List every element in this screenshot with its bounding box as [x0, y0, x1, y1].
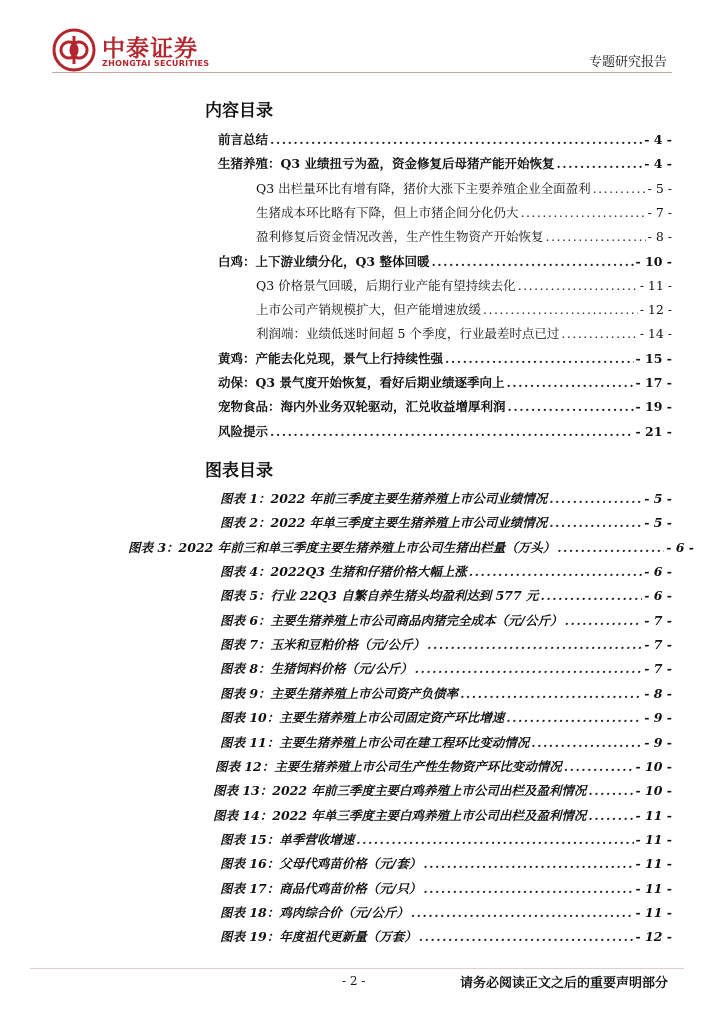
entry-page-number: - 7 -	[644, 637, 672, 653]
entry-page-number: - 11 -	[635, 880, 672, 896]
figures-title: 图表目录	[205, 461, 273, 481]
figure-entry[interactable]	[220, 927, 672, 947]
entry-page-number: - 6 -	[644, 564, 672, 580]
dot-leader	[423, 879, 633, 899]
entry-title: 上市公司产销规模扩大，但产能增速放缓	[256, 302, 482, 318]
dot-leader	[419, 927, 634, 947]
entry-title: 图表 7：玉米和豆粕价格（元/公斤）	[220, 637, 426, 653]
entry-title: 图表 11：主要生猪养殖上市公司在建工程环比变动情况	[220, 734, 530, 750]
entry-title: 图表 14：2022 年单三季度主要白鸡养殖上市公司出栏及盈利情况	[213, 807, 587, 823]
entry-page-number: - 11 -	[639, 277, 672, 293]
entry-page-number: - 10 -	[635, 758, 672, 774]
entry-page-number: - 10 -	[635, 783, 672, 799]
entry-page-number: - 11 -	[635, 807, 672, 823]
entry-page-number: - 11 -	[635, 904, 672, 920]
dot-leader	[546, 227, 646, 247]
dot-leader	[549, 489, 642, 509]
logo-chinese-name: 中泰证券	[102, 36, 198, 62]
page-number: - 2 -	[342, 974, 366, 988]
dot-leader	[431, 252, 633, 272]
entry-title: 图表 4：2022Q3 生猪和仔猪价格大幅上涨	[220, 564, 467, 580]
entry-page-number: - 10 -	[635, 253, 672, 269]
dot-leader	[531, 733, 642, 753]
entry-title: 图表 18：鸡肉综合价（元/公斤）	[220, 904, 409, 920]
figure-entry[interactable]	[220, 562, 672, 582]
entry-title: 图表 15：单季营收增速	[220, 831, 355, 847]
entry-page-number: - 9 -	[644, 710, 672, 726]
contents-title: 内容目录	[205, 101, 273, 121]
figure-entry[interactable]	[220, 659, 672, 679]
dot-leader	[469, 562, 642, 582]
dot-leader	[415, 659, 643, 679]
figure-entry[interactable]	[220, 879, 672, 899]
entry-page-number: - 6 -	[644, 588, 672, 604]
entry-title: 图表 16：父母代鸡苗价格（元/套）	[220, 856, 422, 872]
entry-title: 图表 17：商品代鸡苗价格（元/只）	[220, 880, 422, 896]
dot-leader	[521, 203, 646, 223]
entry-title: 利润端：业绩低迷时间超 5 个季度，行业最差时点已过	[256, 326, 560, 342]
figure-entry[interactable]	[220, 635, 672, 655]
entry-title: 黄鸡：产能去化兑现，景气上行持续性强	[218, 350, 444, 366]
dot-leader	[423, 854, 633, 874]
entry-page-number: - 17 -	[635, 375, 672, 390]
entry-page-number: - 5 -	[644, 515, 672, 531]
entry-title: 动保：Q3 景气度开始恢复，看好后期业绩逐季向上	[218, 375, 505, 390]
entry-title: 前言总结	[218, 132, 269, 147]
entry-page-number: - 4 -	[644, 132, 672, 147]
entry-title: 盈利修复后资金情况改善，生产性生物资产开始恢复	[256, 229, 544, 245]
disclaimer: 请务必阅读正文之后的重要声明部分	[459, 976, 668, 991]
figure-entry[interactable]	[213, 781, 672, 801]
entry-page-number: - 21 -	[635, 423, 672, 439]
logo-english-name: ZHONGTAI SECURITIES	[102, 59, 210, 68]
figure-entry[interactable]	[220, 611, 672, 631]
dot-leader	[356, 830, 633, 850]
toc-entry[interactable]	[256, 227, 672, 247]
entry-title: 图表 5：行业 22Q3 自繁自养生猪头均盈利达到 577 元	[220, 588, 539, 604]
entry-title: 图表 2：2022 年单三季度主要生猪养殖上市公司业绩情况	[220, 515, 548, 531]
entry-page-number: - 12 -	[639, 302, 672, 318]
dot-leader	[506, 708, 642, 728]
toc-entry[interactable]	[256, 179, 672, 199]
dot-leader	[483, 300, 638, 320]
entry-page-number: - 8 -	[647, 229, 672, 245]
figure-entry[interactable]	[213, 806, 672, 826]
entry-page-number: - 14 -	[639, 326, 672, 342]
entry-page-number: - 12 -	[635, 929, 672, 945]
entry-title: 图表 6：主要生猪养殖上市公司商品肉猪完全成本（元/公斤）	[220, 612, 563, 628]
entry-page-number: - 5 -	[647, 180, 672, 196]
toc-entry[interactable]	[256, 276, 672, 296]
entry-title: Q3 价格景气回暖，后期行业产能有望持续去化	[256, 277, 516, 293]
dot-leader	[270, 422, 634, 442]
entry-title: 图表 12：主要生猪养殖上市公司生产性生物资产环比变动情况	[215, 758, 562, 774]
figure-entry[interactable]	[220, 854, 672, 874]
dot-leader	[411, 903, 634, 923]
dot-leader	[445, 349, 634, 369]
entry-title: 白鸡：上下游业绩分化，Q3 整体回暖	[218, 253, 430, 269]
figure-entry[interactable]	[220, 903, 672, 923]
entry-title: 生猪成本环比略有下降，但上市猪企间分化仍大	[256, 204, 519, 220]
figure-entry[interactable]	[220, 708, 672, 728]
entry-page-number: - 4 -	[644, 156, 672, 172]
toc-entry[interactable]	[218, 422, 672, 442]
entry-page-number: - 7 -	[647, 204, 672, 220]
figure-entry[interactable]	[220, 733, 672, 753]
entry-page-number: - 19 -	[635, 399, 672, 415]
figure-entry[interactable]	[220, 513, 672, 533]
entry-title: 图表 8：生猪饲料价格（元/公斤）	[220, 661, 413, 677]
document-type: 专题研究报告	[588, 55, 667, 70]
dot-leader	[541, 586, 643, 606]
toc-entry[interactable]	[218, 349, 672, 369]
entry-title: 图表 3：2022 年前三和单三季度主要生猪养殖上市公司生猪出栏量（万头）	[128, 539, 556, 555]
dot-leader	[561, 324, 637, 344]
toc-entry[interactable]	[218, 397, 672, 417]
dot-leader	[508, 397, 634, 417]
company-logo	[52, 28, 227, 74]
figure-entry[interactable]	[220, 489, 672, 509]
entry-page-number: - 7 -	[644, 661, 672, 677]
figure-entry[interactable]	[220, 684, 672, 704]
dot-leader	[565, 611, 643, 631]
entry-page-number: - 15 -	[635, 350, 672, 366]
figure-entry[interactable]	[215, 757, 672, 777]
figure-entry[interactable]	[128, 538, 694, 558]
dot-leader	[588, 781, 633, 801]
entry-page-number: - 7 -	[644, 612, 672, 628]
entry-title: 宠物食品：海内外业务双轮驱动，汇兑收益增厚利润	[218, 399, 506, 415]
entry-title: 图表 1：2022 年前三季度主要生猪养殖上市公司业绩情况	[220, 491, 548, 506]
toc-entry[interactable]	[256, 300, 672, 320]
entry-title: 图表 10：主要生猪养殖上市公司固定资产环比增速	[220, 710, 505, 726]
dot-leader	[427, 635, 642, 655]
zhongtai-logo-icon	[52, 28, 96, 72]
entry-title: Q3 出栏量环比有增有降，猪价大涨下主要养殖企业全面盈利	[256, 180, 591, 196]
toc-entry[interactable]	[256, 324, 672, 344]
footer-divider	[30, 968, 684, 969]
dot-leader	[556, 154, 642, 174]
dot-leader	[588, 806, 633, 826]
dot-leader	[557, 538, 664, 558]
toc-entry[interactable]	[218, 130, 672, 150]
entry-title: 图表 19：年度祖代更新量（万套）	[220, 929, 417, 945]
dot-leader	[270, 130, 642, 150]
toc-entry[interactable]	[218, 373, 672, 393]
entry-title: 生猪养殖：Q3 业绩扭亏为盈，资金修复后母猪产能开始恢复	[218, 156, 555, 172]
figure-entry[interactable]	[220, 586, 672, 606]
dot-leader	[593, 179, 646, 199]
toc-entry[interactable]	[256, 203, 672, 223]
dot-leader	[564, 757, 634, 777]
entry-page-number: - 11 -	[635, 831, 672, 847]
entry-page-number: - 6 -	[666, 539, 694, 555]
entry-title: 风险提示	[218, 423, 269, 439]
header-divider	[52, 72, 672, 73]
entry-title: 图表 13：2022 年前三季度主要白鸡养殖上市公司出栏及盈利情况	[213, 783, 587, 799]
entry-page-number: - 8 -	[644, 685, 672, 701]
figure-entry[interactable]	[220, 830, 672, 850]
entry-page-number: - 9 -	[644, 734, 672, 750]
toc-entry[interactable]	[218, 252, 672, 272]
entry-page-number: - 5 -	[644, 491, 672, 506]
dot-leader	[506, 373, 633, 393]
entry-page-number: - 11 -	[635, 856, 672, 872]
entry-title: 图表 9：主要生猪养殖上市公司资产负债率	[220, 685, 459, 701]
dot-leader	[549, 513, 642, 533]
dot-leader	[518, 276, 638, 296]
toc-entry[interactable]	[218, 154, 672, 174]
dot-leader	[460, 684, 642, 704]
